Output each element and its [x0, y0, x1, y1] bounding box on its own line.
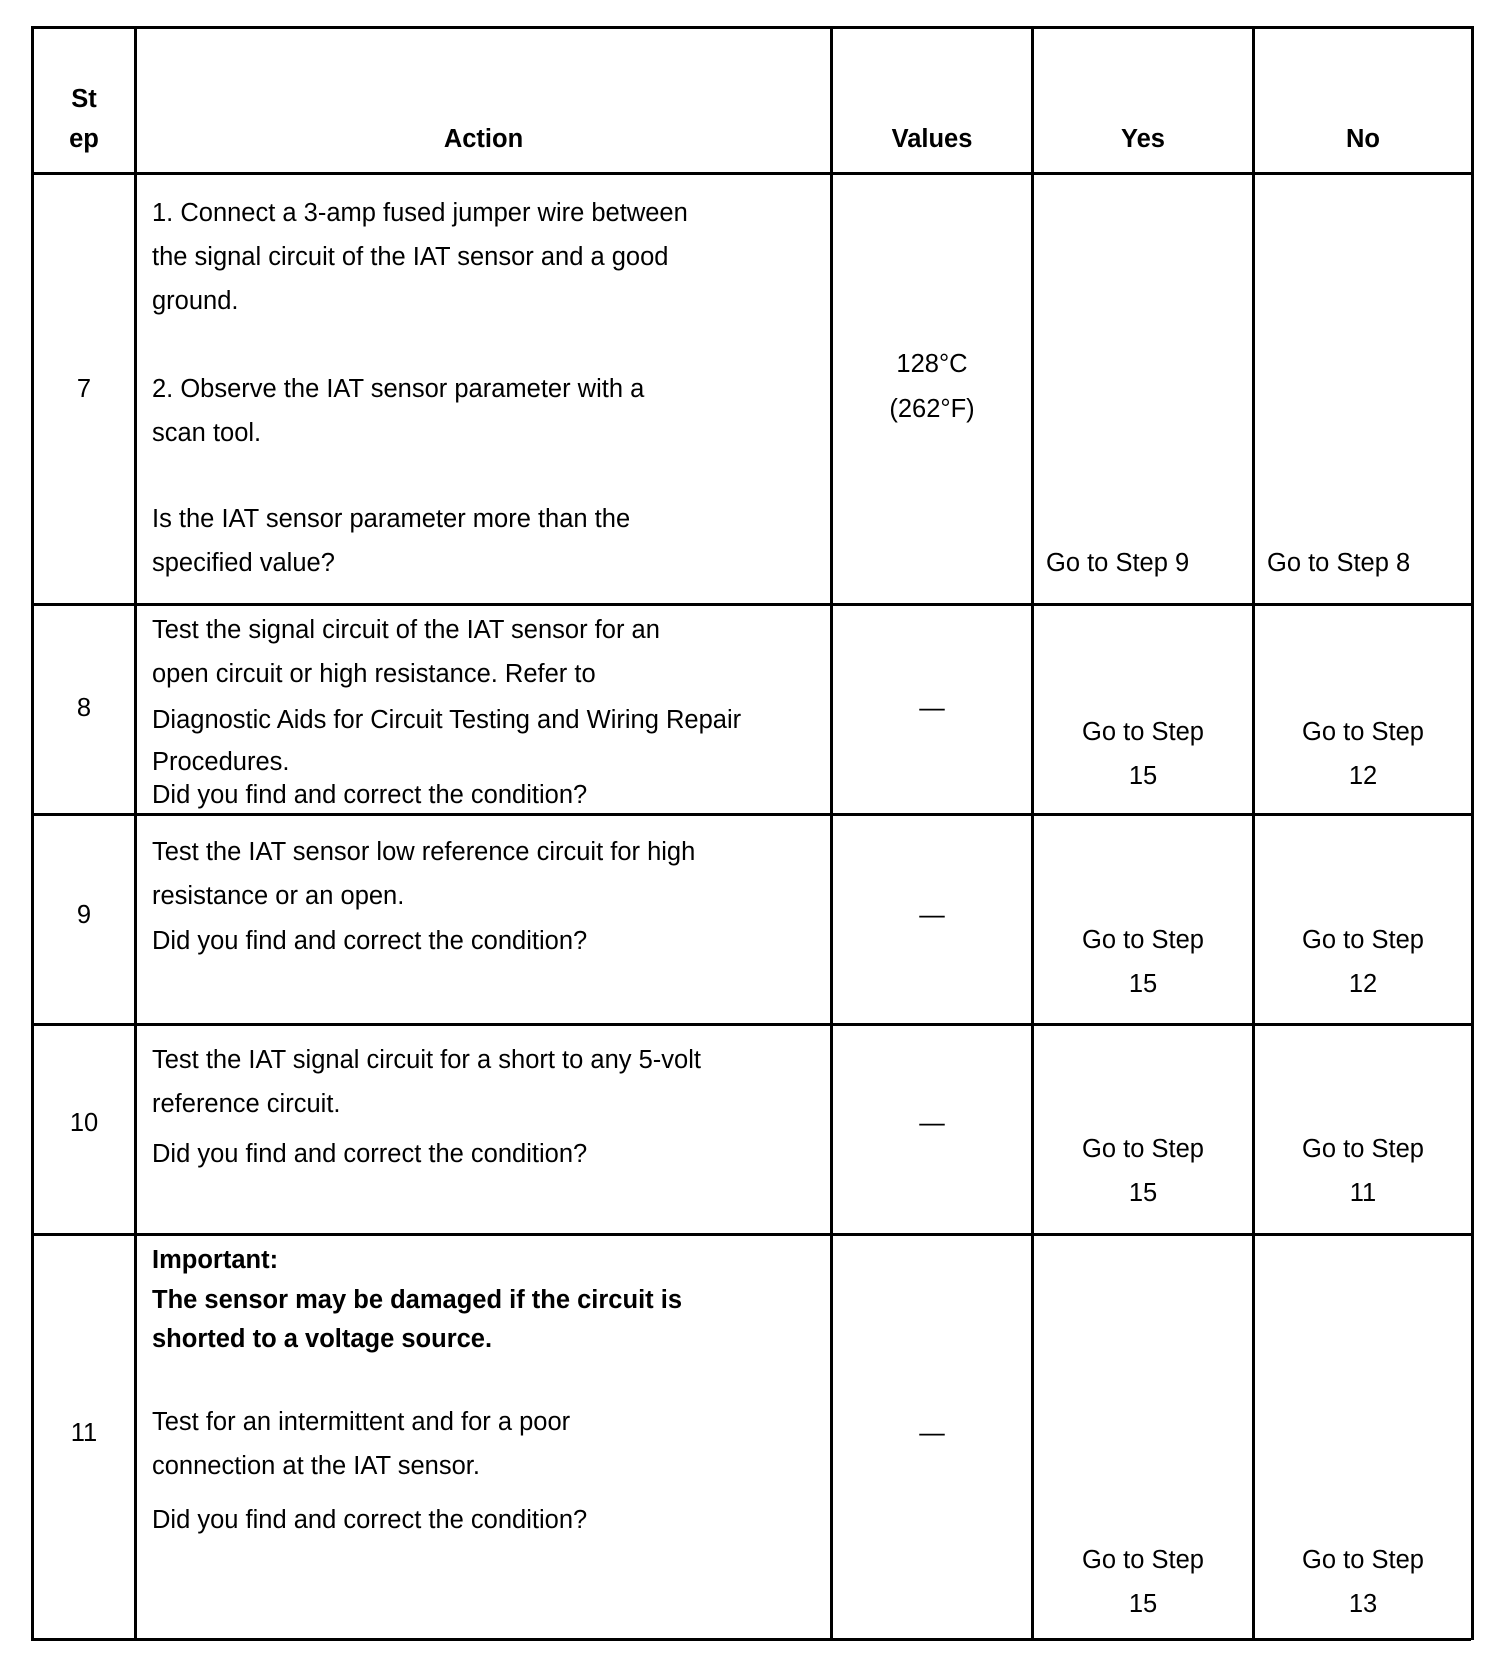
action-question: Is the IAT sensor parameter more than the: [152, 505, 631, 533]
action-question: Did you find and correct the condition?: [152, 781, 588, 809]
table-border-bottom: [31, 1638, 1471, 1641]
yes-goto-step: 15: [1128, 762, 1158, 790]
row-divider: [31, 603, 1471, 606]
action-text-line: Procedures.: [152, 748, 290, 776]
action-text-line: connection at the IAT sensor.: [152, 1452, 480, 1480]
value-dash: —: [919, 1419, 945, 1447]
table-border-top: [31, 26, 1471, 29]
no-goto: Go to Step: [1302, 1135, 1424, 1163]
yes-goto: Go to Step: [1082, 926, 1204, 954]
header-yes: Yes: [1121, 125, 1165, 153]
no-goto: Go to Step 8: [1267, 549, 1411, 577]
diagnostic-table: [31, 26, 1471, 1640]
value-dash: —: [919, 901, 945, 929]
important-note-line: shorted to a voltage source.: [152, 1325, 493, 1353]
header-step-line2: ep: [69, 125, 99, 153]
column-divider: [830, 26, 833, 1640]
no-goto-step: 12: [1348, 970, 1378, 998]
action-text-line: the signal circuit of the IAT sensor and a good: [152, 243, 669, 271]
table-border-left: [31, 26, 34, 1640]
action-question: specified value?: [152, 549, 335, 577]
no-goto-step: 12: [1348, 762, 1378, 790]
yes-goto: Go to Step: [1082, 1546, 1204, 1574]
yes-goto: Go to Step: [1082, 1135, 1204, 1163]
yes-goto-step: 15: [1128, 1179, 1158, 1207]
action-text-line: Diagnostic Aids for Circuit Testing and Wiring Repair: [152, 706, 742, 734]
yes-goto: Go to Step: [1082, 718, 1204, 746]
row-divider: [31, 1023, 1471, 1026]
important-label: Important:: [152, 1246, 279, 1274]
action-question: Did you find and correct the condition?: [152, 1506, 588, 1534]
header-action: Action: [443, 125, 524, 153]
no-goto-step: 13: [1348, 1590, 1378, 1618]
yes-goto: Go to Step 9: [1046, 549, 1190, 577]
action-text-line: Test the signal circuit of the IAT sensor for an: [152, 616, 660, 644]
column-divider: [1252, 26, 1255, 1640]
action-question: Did you find and correct the condition?: [152, 927, 588, 955]
value-dash: —: [919, 694, 945, 722]
action-text-line: Test the IAT signal circuit for a short to any 5-volt: [152, 1046, 701, 1074]
value-dash: —: [919, 1109, 945, 1137]
no-goto-step: 11: [1349, 1179, 1377, 1207]
column-divider: [1031, 26, 1034, 1640]
step-number: 7: [76, 375, 92, 403]
action-text-line: resistance or an open.: [152, 882, 405, 910]
row-divider: [31, 1233, 1471, 1236]
action-text-line: reference circuit.: [152, 1090, 341, 1118]
header-values: Values: [891, 125, 973, 153]
yes-goto-step: 15: [1128, 1590, 1158, 1618]
no-goto: Go to Step: [1302, 926, 1424, 954]
step-number: 9: [76, 901, 92, 929]
no-goto: Go to Step: [1302, 1546, 1424, 1574]
step-number: 11: [70, 1419, 98, 1447]
header-step-line1: St: [71, 85, 97, 113]
header-step: [34, 79, 134, 159]
value-celsius: 128°C: [896, 350, 968, 378]
table-border-right: [1471, 26, 1474, 1640]
column-divider: [134, 26, 137, 1640]
action-text-line: open circuit or high resistance. Refer to: [152, 660, 596, 688]
yes-goto-step: 15: [1128, 970, 1158, 998]
action-text-line: 2. Observe the IAT sensor parameter with a: [152, 375, 645, 403]
action-text-line: Test for an intermittent and for a poor: [152, 1408, 571, 1436]
value-fahrenheit: (262°F): [889, 395, 975, 423]
header-no: No: [1346, 125, 1380, 153]
no-goto: Go to Step: [1302, 718, 1424, 746]
action-text-line: ground.: [152, 287, 239, 315]
action-question: Did you find and correct the condition?: [152, 1140, 588, 1168]
action-text-line: scan tool.: [152, 419, 262, 447]
row-divider: [31, 172, 1471, 175]
action-text-line: Test the IAT sensor low reference circuit for high: [152, 838, 696, 866]
action-text-line: 1. Connect a 3-amp fused jumper wire between: [152, 199, 688, 227]
important-note-line: The sensor may be damaged if the circuit is: [152, 1286, 682, 1314]
step-number: 8: [76, 694, 92, 722]
step-number: 10: [69, 1109, 99, 1137]
